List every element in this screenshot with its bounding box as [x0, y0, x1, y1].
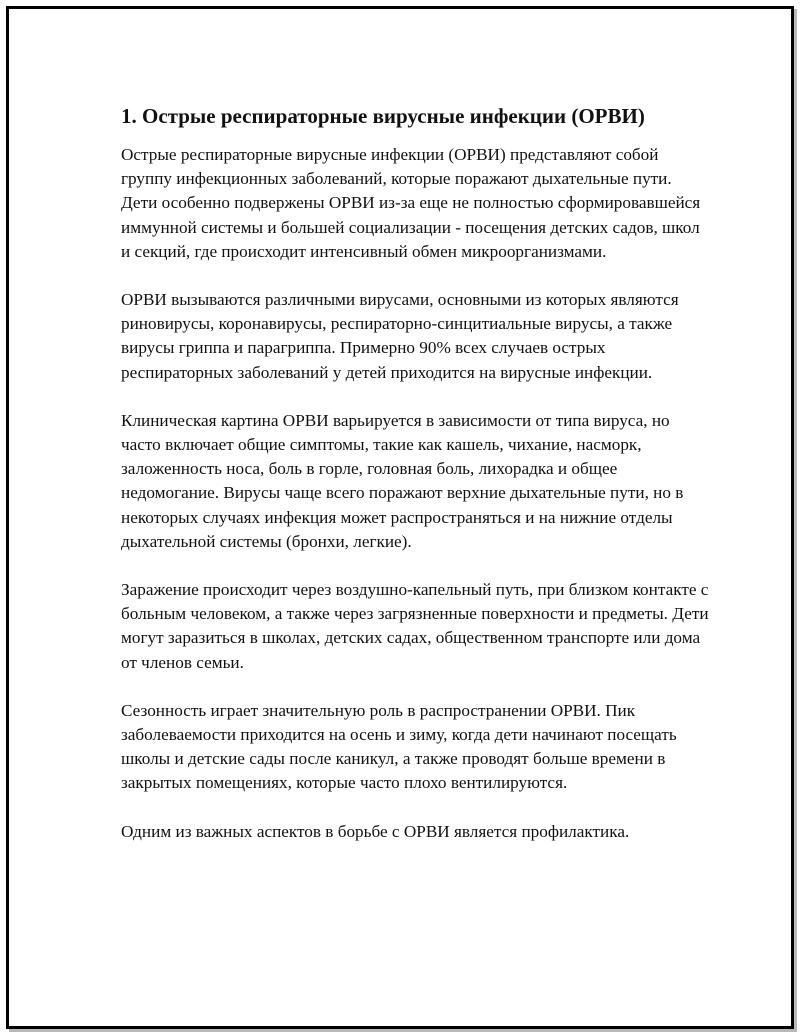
paragraph-symptoms: Клиническая картина ОРВИ варьируется в зависимости от типа вируса, но часто включает общие симптомы, такие как кашель, чихание, насморк, заложенность носа, боль в горле, головная боль, лихорадка и общее недомогание. Вирусы чаще всего поражают верхние дыхательные пути, но в некоторых случаях инфекция может распространяться и на нижние отделы дыхательной системы (бронхи, легкие). — [121, 410, 684, 551]
paragraph-intro: Острые респираторные вирусные инфекции (ОРВИ) представляют собой группу инфекционных заболеваний, которые поражают дыхательные пути. Дети особенно подвержены ОРВИ из-за еще не полностью сформировавшейся иммунной системы и большей социализации - посещения детских садов, школ и секций, где происходит интенсивный обмен микроорганизмами. — [121, 145, 701, 261]
document-page — [6, 6, 794, 1029]
paragraph-causes: ОРВИ вызываются различными вирусами, основными из которых являются риновирусы, коронавирусы, респираторно-синцитиальные вирусы, а также вирусы гриппа и парагриппа. Примерно 90% всех случаев острых респираторных заболеваний у детей приходится на вирусные инфекции. — [121, 290, 679, 382]
paragraph-transmission: Заражение происходит через воздушно-капельный путь, при близком контакте с больным человеком, а также через загрязненные поверхности и предметы. Дети могут заразиться в школах, детских садах, общественном транспорте или дома от членов семьи. — [121, 580, 709, 672]
section-heading: 1. Острые респираторные вирусные инфекции (ОРВИ) — [121, 104, 645, 128]
document-content — [121, 103, 711, 844]
paragraph-seasonality: Сезонность играет значительную роль в распространении ОРВИ. Пик заболеваемости приходится на осень и зиму, когда дети начинают посещать школы и детские сады после каникул, а также проводят больше времени в закрытых помещениях, которые часто плохо вентилируются. — [121, 700, 677, 793]
paragraph-prevention: Одним из важных аспектов в борьбе с ОРВИ является профилактика. — [121, 821, 630, 841]
